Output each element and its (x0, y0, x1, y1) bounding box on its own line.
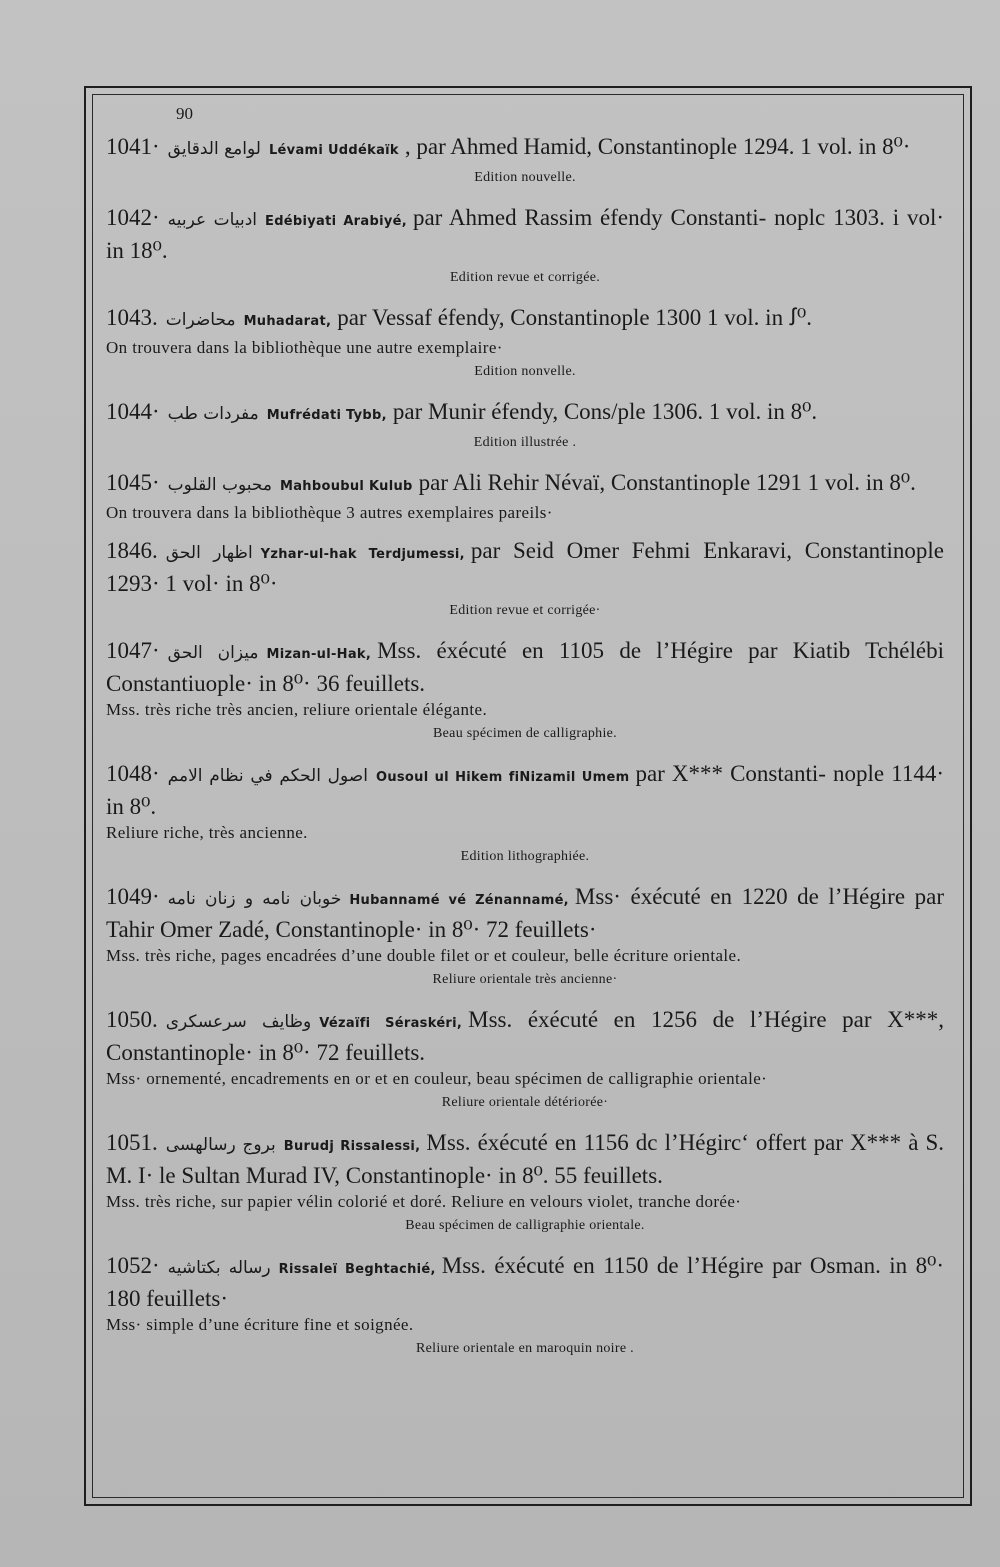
entry-heading (106, 759, 944, 821)
entry-edition: Beau spécimen de calligraphie. (433, 726, 617, 741)
entry-number: 1044· (106, 399, 160, 424)
entry-edition: Edition nonvelle. (474, 364, 576, 379)
catalogue-entry (106, 759, 944, 870)
entry-note: Mss. très riche, sur papier vélin colorié et doré. Reliure en velours violet, tranche dorée· (106, 1192, 742, 1211)
catalogue-entry (106, 536, 944, 624)
entry-heading (106, 1128, 944, 1190)
entry-number: 1052· (106, 1253, 160, 1278)
entry-edition: Reliure orientale en maroquin noire . (416, 1341, 634, 1356)
entry-edition: Reliure orientale détériorée· (441, 1095, 609, 1110)
entry-description: par X*** Constanti- nople 1144· in 8⁰. (106, 761, 944, 819)
entry-arabic-title: ادبيات عربيه (167, 210, 258, 230)
catalogue-entry (106, 1128, 944, 1239)
entry-edition: Edition revue et corrigée. (449, 270, 601, 285)
entry-edition: Edition revue et corrigée· (449, 603, 601, 618)
entry-title: Edébiyati Arabiyé, (265, 214, 407, 229)
entry-description: par Munir éfendy, Cons/ple 1306. 1 vol. in 8⁰. (392, 399, 818, 424)
entry-note: Mss. très riche très ancien, reliure orientale élégante. (106, 700, 488, 719)
entry-edition: Reliure orientale très ancienne· (432, 972, 618, 987)
entry-edition: Edition lithographiée. (460, 849, 590, 864)
entry-number: 1043. (106, 305, 158, 330)
entry-heading (106, 132, 944, 165)
catalogue-entry (106, 636, 944, 747)
entry-arabic-title: رساله بكتاشيه (167, 1258, 271, 1278)
entry-description: par Vessaf éfendy, Constantinople 1300 1 vol. in ꭍ⁰. (337, 305, 813, 330)
catalogue-entry (106, 303, 944, 385)
entry-number: 1846. (106, 538, 158, 563)
catalogue-entry (106, 1005, 944, 1116)
entry-number: 1051. (106, 1130, 158, 1155)
catalogue-entry (106, 1251, 944, 1362)
entry-note: Reliure riche, très ancienne. (106, 823, 308, 842)
entry-arabic-title: محاضرات (165, 310, 236, 330)
catalogue-entry (106, 468, 944, 524)
entry-description: par Seid Omer Fehmi Enkaravi, Constantinople 1293· 1 vol· in 8⁰· (106, 538, 944, 596)
entry-title: Lévami Uddékaïk (268, 143, 399, 158)
entry-number: 1048· (106, 761, 160, 786)
entry-edition: Edition nouvelle. (474, 170, 576, 185)
entry-heading (106, 397, 944, 430)
entry-note: Mss· simple d’une écriture fine et soignée. (106, 1315, 414, 1334)
entry-description: par Ahmed Rassim éfendy Constanti- noplc 1303. i vol· in 18⁰. (106, 205, 945, 263)
entry-note: Mss· ornementé, encadrements en or et en couleur, beau spécimen de calligraphie orientale· (106, 1069, 768, 1088)
entry-arabic-title: محبوب القلوب (167, 475, 272, 495)
entry-heading (106, 882, 944, 944)
entry-description: , par Ahmed Hamid, Constantinople 1294. 1 vol. in 8⁰· (404, 134, 911, 159)
entry-note: Mss. très riche, pages encadrées d’une double filet or et couleur, belle écriture orientale. (106, 946, 742, 965)
entry-number: 1045· (106, 470, 160, 495)
entry-heading (106, 1005, 944, 1067)
catalogue-entries (106, 132, 944, 1374)
entry-edition: Edition illustrée . (473, 435, 577, 450)
entry-note: On trouvera dans la bibliothèque une autre exemplaire· (106, 338, 503, 357)
entry-number: 1047· (106, 638, 160, 663)
catalogue-entry (106, 203, 944, 291)
entry-edition: Beau spécimen de calligraphie orientale. (405, 1218, 645, 1233)
entry-arabic-title: خوبان نامه و زنان نامه (167, 889, 342, 909)
entry-number: 1049· (106, 884, 160, 909)
entry-title: Ousoul ul Hikem fiNizamil Umem (375, 770, 630, 785)
entry-description: Mss. éxécuté en 1105 de l’Hégire par Kiatib Tchélébi Constantiuople· in 8⁰· 36 feuillets. (106, 638, 944, 696)
entry-title: Yzhar-ul-hak Terdjumessi, (260, 547, 465, 562)
entry-title: Muhadarat, (243, 314, 332, 329)
entry-description: Mss· éxécuté en 1220 de l’Hégire par Tahir Omer Zadé, Constantinople· in 8⁰· 72 feuillets· (106, 884, 944, 942)
entry-heading (106, 203, 944, 265)
entry-title: Vézaïfi Séraskéri, (319, 1016, 463, 1031)
page-number: 90 (176, 104, 193, 123)
entry-description: Mss. éxécuté en 1256 de l’Hégire par X***, Constantinople· in 8⁰· 72 feuillets. (106, 1007, 944, 1065)
entry-arabic-title: اصول الحكم في نظام الامم (167, 766, 368, 786)
entry-heading (106, 536, 944, 598)
entry-arabic-title: مفردات طب (167, 404, 259, 424)
catalogue-entry (106, 882, 944, 993)
entry-description: Mss. éxécuté en 1150 de l’Hégire par Osman. in 8⁰· 180 feuillets· (106, 1253, 945, 1311)
catalogue-entry (106, 397, 944, 456)
entry-title: Mahboubul Kulub (280, 479, 413, 494)
entry-heading (106, 303, 944, 336)
entry-arabic-title: لوامع الدقايق (167, 139, 261, 159)
entry-title: Mizan-ul-Hak, (266, 647, 372, 662)
entry-title: Rissaleï Beghtachié, (278, 1262, 436, 1277)
entry-arabic-title: بروج رسالهسی (165, 1135, 276, 1155)
entry-arabic-title: ميزان الحق (167, 643, 259, 663)
entry-number: 1050. (106, 1007, 158, 1032)
entry-heading (106, 636, 944, 698)
entry-number: 1042· (106, 205, 160, 230)
entry-number: 1041· (106, 134, 160, 159)
entry-arabic-title: اظهار الحق (165, 543, 253, 563)
entry-note: On trouvera dans la bibliothèque 3 autres exemplaires pareils· (106, 503, 553, 522)
catalogue-entry (106, 132, 944, 191)
entry-description: par Ali Rehir Névaï, Constantinople 1291 1 vol. in 8⁰. (418, 470, 916, 495)
entry-heading (106, 468, 944, 501)
entry-title: Mufrédati Tybb, (266, 408, 387, 423)
entry-title: Hubannamé vé Zénannamé, (349, 893, 569, 908)
entry-description: Mss. éxécuté en 1156 dc l’Hégirc‘ offert par X*** à S. M. I· le Sultan Murad IV, Constantinople· in 8⁰. 55 feuillets. (106, 1130, 945, 1188)
entry-heading (106, 1251, 944, 1313)
entry-title: Burudj Rissalessi, (283, 1139, 421, 1154)
entry-arabic-title: وظايف سرعسكرى (165, 1012, 312, 1032)
